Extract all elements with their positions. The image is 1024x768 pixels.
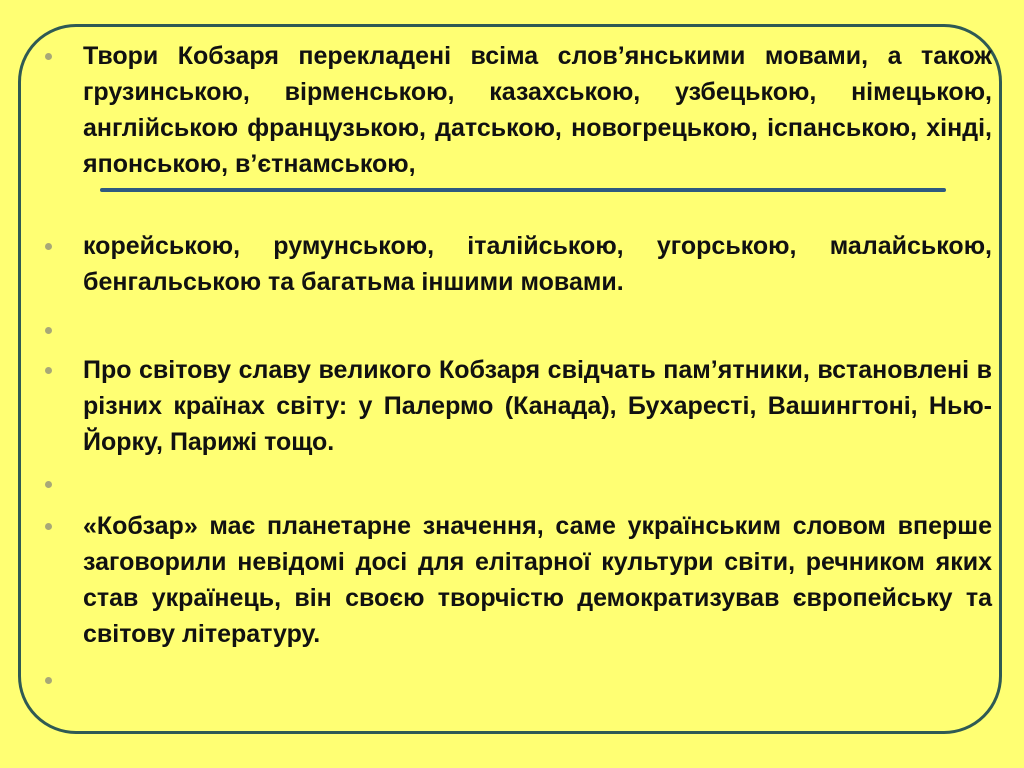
bullet-item [40, 352, 992, 460]
bullet-text: Про світову славу великого Кобзаря свідчать пам’ятники, встановлені в різних країнах світу: у Палермо (Канада), Бухаресті, Вашингтоні, Нью-Йорку, Парижі тощо. [83, 356, 992, 456]
bullet-dot-icon [45, 677, 52, 684]
bullet-item-empty [40, 312, 992, 348]
bullet-list [40, 38, 992, 698]
bullet-text: корейською, румунською, італійською, угорською, малайською, бенгальською та багатьма іншими мовами. [83, 232, 992, 296]
bullet-item [40, 228, 992, 300]
bullet-item-empty [40, 466, 992, 502]
bullet-dot-icon [45, 367, 52, 374]
bullet-text: «Кобзар» має планетарне значення, саме українським словом вперше заговорили невідомі досі для елітарної культури світи, речником яких став українець, він своєю творчістю демократизував європейську та світову літературу. [83, 512, 992, 648]
bullet-dot-icon [45, 523, 52, 530]
bullet-dot-icon [45, 243, 52, 250]
bullet-item [40, 508, 992, 652]
bullet-item-empty [40, 662, 992, 698]
bullet-dot-icon [45, 327, 52, 334]
bullet-text: Твори Кобзаря перекладені всіма слов’янськими мовами, а також грузинською, вірменською, казахською, узбецькою, німецькою, англійською французькою, датською, новогрецькою, іспанською, хінді, японською, в’єтнамською, [83, 42, 992, 178]
bullet-item [40, 38, 992, 182]
bullet-dot-icon [45, 481, 52, 488]
bullet-dot-icon [45, 53, 52, 60]
